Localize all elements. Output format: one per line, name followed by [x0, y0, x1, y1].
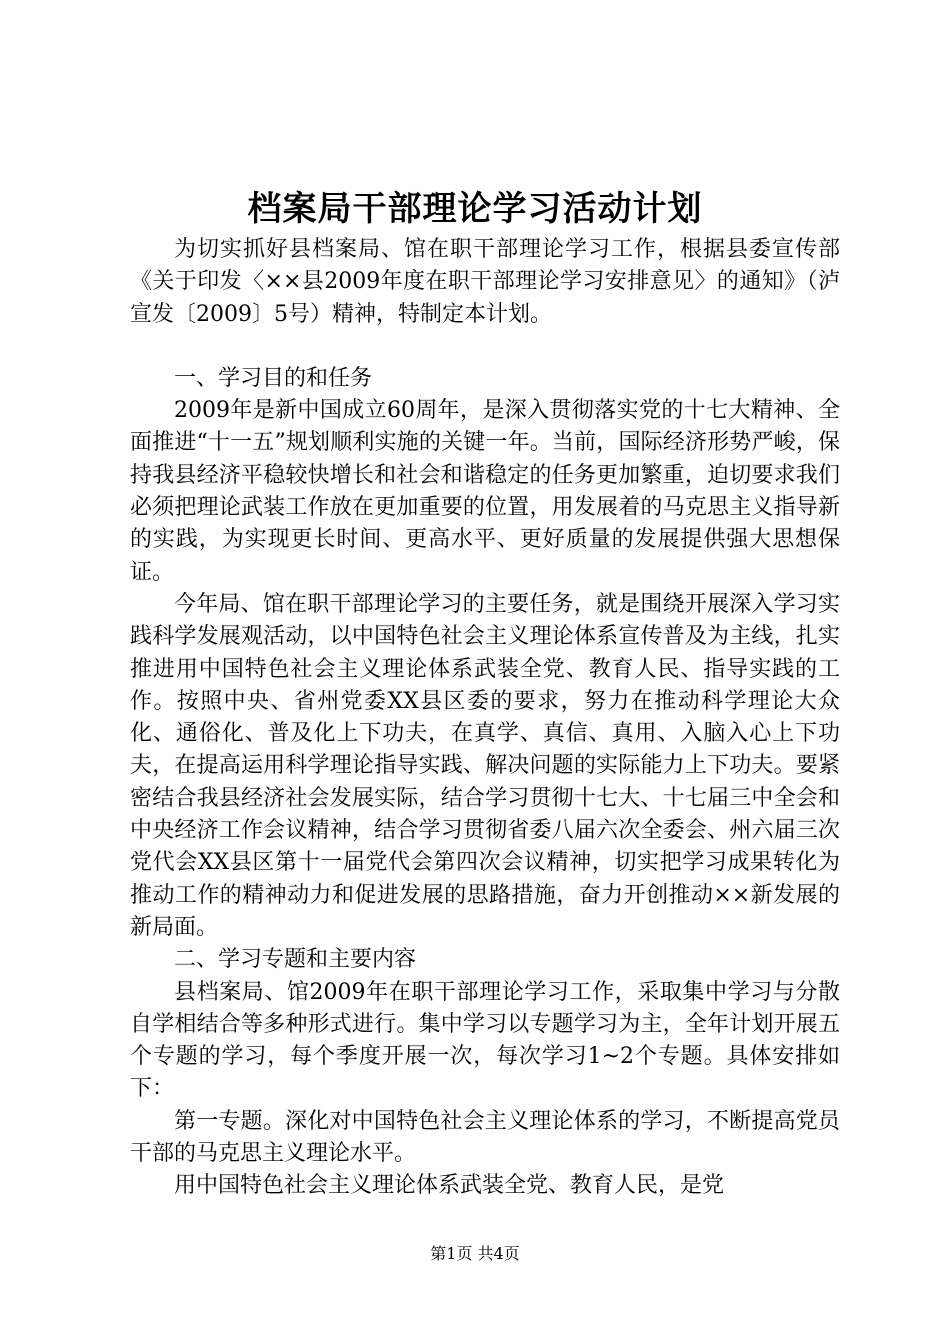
- section-1-heading: 一、学习目的和任务: [174, 365, 373, 391]
- section-1-paragraph-2: 今年局、馆在职干部理论学习的主要任务，就是围绕开展深入学习实践科学发展观活动，以中国特色社会主义理论体系宣传普及为主线，扎实推进用中国特色社会主义理论体系武装全党、教育人民、指导实践的工作。按照中央、省州党委XX县区委的要求，努力在推动科学理论大众化、通俗化、普及化上下功夫，在真学、真信、真用、入脑入心上下功夫，在提高运用科学理论指导实践、解决问题的实际能力上下功夫。要紧密结合我县经济社会发展实际，结合学习贯彻十七大、十七届三中全会和中央经济工作会议精神，结合学习贯彻省委八届六次全委会、州六届三次党代会XX县区第十一届党代会第四次会议精神，切实把学习成果转化为推动工作的精神动力和促进发展的思路措施，奋力开创推动××新发展的新局面。: [130, 591, 840, 940]
- section-2-paragraph-1: 县档案局、馆2009年在职干部理论学习工作，采取集中学习与分散自学相结合等多种形式进行。集中学习以专题学习为主，全年计划开展五个专题的学习，每个季度开展一次，每次学习1~2个专题。具体安排如下：: [130, 979, 840, 1102]
- section-2-heading: 二、学习专题和主要内容: [174, 947, 417, 973]
- document-body: [130, 234, 840, 1203]
- page-footer: 第1页 共4页: [430, 1244, 520, 1263]
- section-2-paragraph-2: 第一专题。深化对中国特色社会主义理论体系的学习，不断提高党员干部的马克思主义理论水平。: [130, 1108, 840, 1167]
- document-title: 档案局干部理论学习活动计划: [247, 189, 703, 229]
- section-1-paragraph-1: 2009年是新中国成立60周年，是深入贯彻落实党的十七大精神、全面推进“十一五”规划顺利实施的关键一年。当前，国际经济形势严峻，保持我县经济平稳较快增长和社会和谐稳定的任务更加繁重，迫切要求我们必须把理论武装工作放在更加重要的位置，用发展着的马克思主义指导新的实践，为实现更长时间、更高水平、更好质量的发展提供强大思想保证。: [130, 398, 840, 585]
- intro-paragraph: 为切实抓好县档案局、馆在职干部理论学习工作，根据县委宣传部《关于印发〈××县2009年度在职干部理论学习安排意见〉的通知》（泸宣发〔2009〕5号）精神，特制定本计划。: [130, 237, 840, 327]
- section-2-paragraph-3: 用中国特色社会主义理论体系武装全党、教育人民，是党: [174, 1173, 725, 1199]
